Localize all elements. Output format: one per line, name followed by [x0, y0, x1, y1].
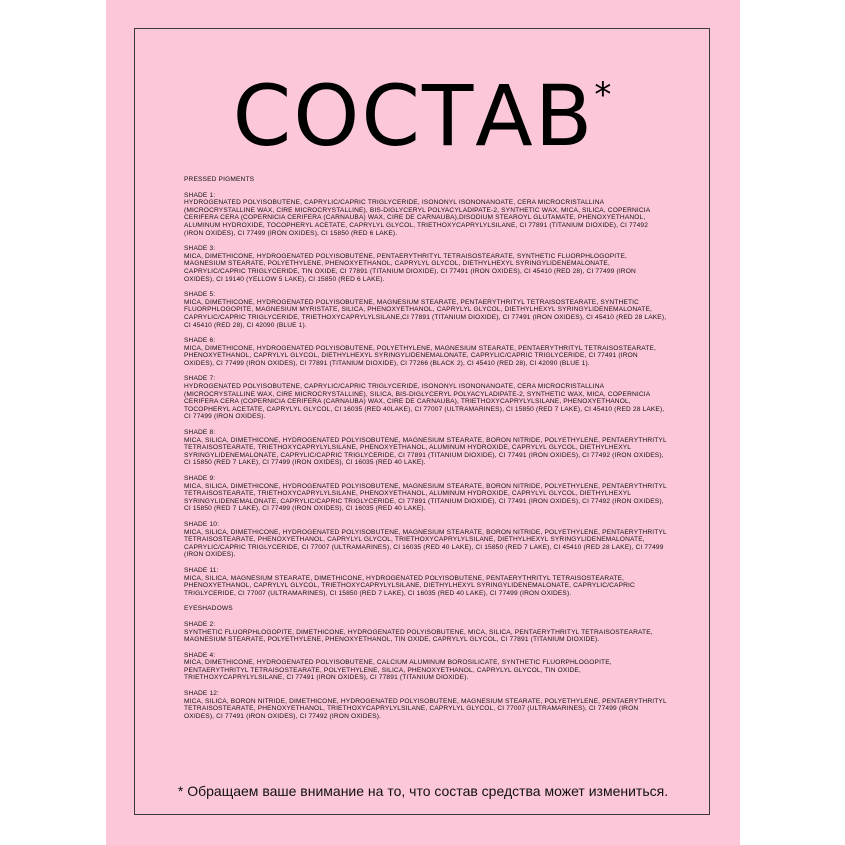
shade-entry	[184, 475, 668, 513]
shade-entry	[184, 621, 668, 644]
page-title-text: СОСТАВ	[232, 67, 595, 165]
shade-entry	[184, 567, 668, 597]
shade-ingredients: HYDROGENATED POLYISOBUTENE, CAPRYLIC/CAPRIC TRIGLYCERIDE, ISONONYL ISONONANOATE, CERA MICROCRISTALLINA (MICROCRYSTALLINE WAX, CIRE MICROCRYSTALLINE), BIS-DIGLYCERYL POLYACYLADIPATE-2, SYNTHETIC WAX, MICA, SILICA, COPERNICIA CERIFERA CERA (COPERNICIA CERIFERA (CARNAUBA) WAX, CIRE DE CARNAUBA),DISODIUM STEAROYL GLUTAMATE, PHENOXYETHANOL, ALUMINUM HYDROXIDE, TOCOPHERYL ACETATE, CAPRYLYL GLYCOL, TRIETHOXYCAPRYLYLSILANE, CI 77891 (TITANIUM DIOXIDE), CI 77492 (IRON OXIDES), CI 77499 (IRON OXIDES), CI 15850 (RED 6 LAKE).	[184, 199, 650, 237]
shade-entry	[184, 337, 668, 367]
shade-ingredients: MICA, SILICA, DIMETHICONE, HYDROGENATED POLYISOBUTENE, MAGNESIUM STEARATE, BORON NITRIDE, POLYETHYLENE, PENTAERYTHRITYL TETRAISOSTEARATE, TRIETHOXYCAPRYLYLSILANE, PHENOXYETHANOL, ALUMINUM HYDROXIDE, CAPRYLYL GLYCOL, DIETHYLHEXYL SYRINGYLIDENEMALONATE, CAPRYLIC/CAPRIC TRIGLYCERIDE, CI 77891 (TITANIUM DIOXIDE), CI 77491 (IRON OXIDES), CI 77492 (IRON OXIDES), CI 15850 (RED 7 LAKE), CI 77499 (IRON OXIDES), CI 16035 (RED 40 LAKE).	[184, 436, 667, 467]
shade-entry	[184, 375, 668, 421]
shade-ingredients: MICA, DIMETHICONE, HYDROGENATED POLYISOBUTENE, CALCIUM ALUMINUM BOROSILICATE, SYNTHETIC FLUORPHLOGOPITE, PENTAERYTHRITYL TETRAISOSTEARATE, POLYETHYLENE, SILICA, PHENOXYETHANOL, CAPRYLYL GLYCOL, TIN OXIDE, TRIETHOXYCAPRYLYLSILANE, CI 77491 (IRON OXIDES), CI 77891 (TITANIUM DIOXIDE).	[184, 659, 612, 682]
shade-name: SHADE 6:	[184, 337, 216, 345]
shade-ingredients: MICA, SILICA, DIMETHICONE, HYDROGENATED POLYISOBUTENE, MAGNESIUM STEARATE, BORON NITRIDE, POLYETHYLENE, PENTAERYTHRITYL TETRAISOSTEARATE, PHENOXYETHANOL, CAPRYLYL GLYCOL, TRIETHOXYCAPRYLYLSILANE, DIETHYLHEXYL SYRINGYLIDENEMALONATE, CAPRYLIC/CAPRIC TRIGLYCERIDE, CI 77007 (ULTRAMARINES), CI 16035 (RED 40 LAKE), CI 15850 (RED 7 LAKE), CI 45410 (RED 28 LAKE), CI 77499 (IRON OXIDES).	[184, 528, 667, 559]
group-heading: PRESSED PIGMENTS	[184, 176, 255, 183]
shade-name: SHADE 9:	[184, 475, 216, 482]
shade-name: SHADE 10:	[184, 520, 220, 528]
shade-ingredients: HYDROGENATED POLYISOBUTENE, CAPRYLIC/CAPRIC TRIGLYCERIDE, ISONONYL ISONONANOATE, CERA MICROCRISTALLINA (MICROCRYSTALLINE WAX, CIRE MICROCRYSTALLINE), SILICA, BIS-DIGLYCERYL POLYACYLADIPATE-2, SYNTHETIC WAX, MICA, COPERNICIA CERIFERA CERA (COPERNICIA CERIFERA (CARNAUBA) WAX, CIRE DE CARNAUBA), TRIETHOXYCAPRYLYLSILANE, PHENOXYETHANOL, TOCOPHERYL ACETATE, CAPRYLYL GLYCOL, CI 16035 (RED 40LAKE), CI 77007 (ULTRAMARINES), CI 15850 (RED 7 LAKE), CI 45410 (RED 28 LAKE), CI 77499 (IRON OXIDES).	[184, 383, 665, 421]
shade-name: SHADE 4:	[184, 651, 216, 659]
shade-ingredients: MICA, DIMETHICONE, HYDROGENATED POLYISOBUTENE, MAGNESIUM STEARATE, PENTAERYTHRITYL TETRAISOSTEARATE, SYNTHETIC FLUORPHLOGOPITE, MAGNESIUM MYRISTATE, SILICA, PHENOXYETHANOL, CAPRYLYL GLYCOL, DIETHYLHEXYL SYRINGYLIDENEMALONATE, CAPRYLIC/CAPRIC TRIGLYCERIDE, TRIETHOXYCAPRYLYLSILANE,CI 77891 (TITANIUM DIOXIDE), CI 77491 (IRON OXIDES), CI 45410 (RED 28 LAKE), CI 45410 (RED 28), CI 42090 (BLUE 1).	[184, 298, 667, 329]
title-asterisk: *	[594, 75, 614, 115]
shade-name: SHADE 3:	[184, 245, 216, 253]
ingredients-card	[106, 0, 740, 845]
shade-name: SHADE 11:	[184, 566, 219, 574]
shade-entry	[184, 652, 668, 682]
ingredients-list	[184, 176, 668, 728]
shade-ingredients: SYNTHETIC FLUORPHLOGOPITE, DIMETHICONE, HYDROGENATED POLYISOBUTENE, MICA, SILICA, PENTAERYTHRITYL TETRAISOSTEARATE, MAGNESIUM STEARATE, POLYETHYLENE, PHENOXYETHANOL, TIN OXIDE, CAPRYLYL GLYCOL, CI 77891 (TITANIUM DIOXIDE).	[184, 628, 653, 644]
group-heading: EYESHADOWS	[184, 605, 233, 613]
shade-ingredients: MICA, DIMETHICONE, HYDROGENATED POLYISOBUTENE, PENTAERYTHRITYL TETRAISOSTEARATE, SYNTHETIC FLUORPHLOGOPITE, MAGNESIUM STEARATE, POLYETHYLENE, PHENOXYETHANOL, CAPRYLYL GLYCOL, DIETHYLHEXYL SYRINGYLIDENEMALONATE, CAPRYLIC/CAPRIC TRIGLYCERIDE, TIN OXIDE, CI 77891 (TITANIUM DIOXIDE), CI 77491 (IRON OXIDES), CI 45410 (RED 28), CI 77499 (IRON OXIDES), CI 19140 (YELLOW 5 LAKE), CI 15850 (RED 6 LAKE).	[184, 252, 636, 283]
shade-entry	[184, 429, 668, 467]
shade-entry	[184, 690, 668, 720]
shade-name: SHADE 12:	[184, 690, 220, 698]
shade-ingredients: MICA, SILICA, DIMETHICONE, HYDROGENATED POLYISOBUTENE, MAGNESIUM STEARATE, BORON NITRIDE, POLYETHYLENE, PENTAERYTHRITYL TETRAISOSTEARATE, TRIETHOXYCAPRYLYLSILANE, PHENOXYETHANOL, ALUMINUM HYDROXIDE, CAPRYLYL GLYCOL, DIETHYLHEXYL SYRINGYLIDENEMALONATE, CAPRYLIC/CAPRIC TRIGLYCERIDE, CI 77891 (TITANIUM DIOXIDE), CI 77491 (IRON OXIDES), CI 77492 (IRON OXIDES), CI 15850 (RED 7 LAKE), CI 77499 (IRON OXIDES), CI 16035 (RED 40 LAKE).	[184, 482, 667, 513]
shade-entry	[184, 521, 668, 559]
shade-ingredients: MICA, DIMETHICONE, HYDROGENATED POLYISOBUTENE, POLYETHYLENE, MAGNESIUM STEARATE, PENTAERYTHRITYL TETRAISOSTEARATE, PHENOXYETHANOL, CAPRYLYL GLYCOL, DIETHYLHEXYL SYRINGYLIDENEMALONATE, CAPRYLIC/CAPRIC TRIGLYCERIDE, CI 77491 (IRON OXIDES), CI 77499 (IRON OXIDES), CI 77891 (TITANIUM DIOXIDE), CI 77266 (BLACK 2), CI 45410 (RED 28), CI 42090 (BLUE 1).	[184, 344, 657, 367]
shade-name: SHADE 5:	[184, 291, 216, 299]
shade-ingredients: MICA, SILICA, BORON NITRIDE, DIMETHICONE, HYDROGENATED POLYISOBUTENE, MAGNESIUM STEARATE, POLYETHYLENE, PENTAERYTHRITYL TETRAISOSTEARATE, PHENOXYETHANOL, TRIETHOXYCAPRYLYLSILANE, CAPRYLYL GLYCOL, CI 77007 (ULTRAMARINES), CI 77499 (IRON OXIDES), CI 77491 (IRON OXIDES), CI 77492 (IRON OXIDES).	[184, 697, 667, 720]
shade-name: SHADE 7:	[184, 375, 216, 383]
shade-entry	[184, 192, 668, 238]
shade-name: SHADE 1:	[184, 191, 216, 199]
disclaimer-footnote: * Обращаем ваше внимание на то, что состав средства может измениться.	[177, 783, 669, 799]
shade-entry	[184, 291, 668, 329]
shade-entry	[184, 245, 668, 283]
shade-name: SHADE 8:	[184, 429, 216, 437]
shade-ingredients: MICA, SILICA, MAGNESIUM STEARATE, DIMETHICONE, HYDROGENATED POLYISOBUTENE, PENTAERYTHRITYL TETRAISOSTEARATE, PHENOXYETHANOL, CAPRYLYL GLYCOL, TRIETHOXYCAPRYLYLSILANE, DIETHYLHEXYL SYRINGYLIDENEMALONATE, CAPRYLIC/CAPRIC TRIGLYCERIDE, CI 77007 (ULTRAMARINES), CI 15850 (RED 7 LAKE), CI 16035 (RED 40 LAKE), CI 77499 (IRON OXIDES).	[184, 574, 635, 597]
shade-name: SHADE 2:	[184, 620, 216, 628]
page-title	[106, 67, 740, 165]
